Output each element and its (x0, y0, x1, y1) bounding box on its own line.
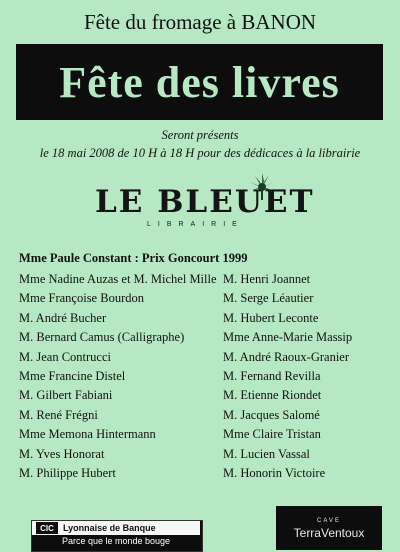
author-item: M. René Frégni (19, 407, 98, 422)
author-item: M. Jean Contrucci (19, 349, 111, 364)
bank-logo-top (32, 521, 200, 535)
author-item: M. Jacques Salomé (223, 407, 320, 422)
title-banner (16, 44, 383, 120)
wine-sponsor-logo (276, 506, 382, 550)
author-item: Mme Francine Distel (19, 368, 126, 383)
intro-line-2: le 18 mai 2008 de 10 H à 18 H pour des dédicaces à la librairie (39, 146, 361, 160)
bank-code: CIC (36, 522, 58, 534)
authors-left-column (19, 270, 217, 483)
author-item: Mme Nadine Auzas et M. Michel Mille (19, 272, 217, 286)
logo-wordmark: LE BLEUET (95, 184, 315, 220)
author-item: M. Fernand Revilla (223, 368, 321, 383)
author-item: M. Lucien Vassal (223, 446, 310, 461)
intro-line-1: Seront présents (161, 128, 239, 142)
author-item: M. Henri Joannet (223, 272, 311, 286)
author-item: M. Honorin Victoire (223, 465, 326, 480)
bank-slogan: Parce que le monde bouge (61, 536, 171, 546)
author-item: M. Serge Léautier (223, 291, 314, 306)
author-item: Mme Françoise Bourdon (19, 291, 144, 306)
page-title: Fête des livres (59, 57, 340, 107)
event-line: Fête du fromage à BANON (83, 10, 317, 34)
bookstore-logo (95, 172, 315, 232)
cave-label: CAVE (317, 518, 341, 524)
logo-subtitle: LIBRAIRIE (147, 221, 244, 228)
author-item: M. Bernard Camus (Calligraphe) (19, 330, 185, 345)
author-item: Mme Claire Tristan (223, 427, 321, 442)
author-item: M. Etienne Riondet (223, 388, 322, 403)
author-item: M. Philippe Hubert (19, 465, 116, 480)
author-item: M. Yves Honorat (19, 446, 105, 461)
author-item: M. Hubert Leconte (223, 310, 319, 325)
author-item: M. André Raoux-Granier (223, 349, 350, 364)
prize-line: Mme Paule Constant : Prix Goncourt 1999 (19, 251, 248, 265)
bank-name: Lyonnaise de Banque (63, 523, 156, 533)
author-item: Mme Anne-Marie Massip (223, 330, 353, 345)
cave-name: TerraVentoux (293, 526, 365, 540)
author-item: M. André Bucher (19, 310, 107, 325)
author-item: Mme Memona Hintermann (19, 427, 156, 442)
bank-sponsor-logo (31, 520, 203, 552)
author-item: M. Gilbert Fabiani (19, 388, 113, 403)
authors-right-column (223, 270, 352, 483)
